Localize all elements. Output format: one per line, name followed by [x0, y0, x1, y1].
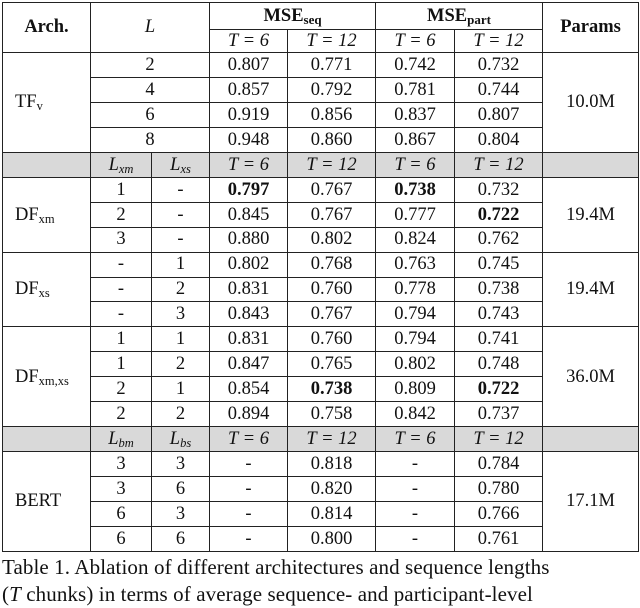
- table-row: [3, 177, 639, 202]
- cell-part-t6: 0.742: [376, 53, 455, 78]
- cell-b: 3: [152, 302, 210, 327]
- cell-part-t6: 0.738: [376, 177, 455, 202]
- cell-part-t6: 0.778: [376, 277, 455, 302]
- cell-seq-t12: 0.767: [288, 177, 376, 202]
- params-bert: 17.1M: [543, 452, 639, 552]
- cell-seq-t6: -: [210, 501, 288, 526]
- sep-seq-t6: T = 6: [210, 152, 288, 177]
- cell-seq-t6: 0.847: [210, 352, 288, 377]
- cell-seq-t12: 0.820: [288, 476, 376, 501]
- cell-seq-t6: -: [210, 526, 288, 551]
- cell-seq-t12: 0.800: [288, 526, 376, 551]
- cell-b: 6: [152, 476, 210, 501]
- cell-seq-t12: 0.856: [288, 103, 376, 128]
- cell-a: -: [91, 277, 152, 302]
- cell-part-t6: 0.794: [376, 327, 455, 352]
- sep-part-t12: T = 12: [455, 152, 543, 177]
- cell-b: 1: [152, 327, 210, 352]
- caption-line-2: (T chunks) in terms of average sequence- and participant-level: [2, 582, 533, 606]
- cell-part-t12: 0.737: [455, 402, 543, 427]
- cell-seq-t6: 0.894: [210, 402, 288, 427]
- table-row: [3, 452, 639, 477]
- cell-part-t12: 0.741: [455, 327, 543, 352]
- params-tfv: 10.0M: [543, 53, 639, 153]
- separator-blank: [3, 427, 91, 452]
- cell-part-t12: 0.732: [455, 177, 543, 202]
- cell-part-t12: 0.766: [455, 501, 543, 526]
- cell-b: 2: [152, 277, 210, 302]
- cell-b: 6: [152, 526, 210, 551]
- label-lxm: $L_{xm}$: [91, 152, 152, 177]
- cell-a: 3: [91, 227, 152, 252]
- cell-part-t12: 0.762: [455, 227, 543, 252]
- cell-part-t6: -: [376, 526, 455, 551]
- separator-row: [3, 152, 639, 177]
- label-lbs: $L_{bs}$: [152, 427, 210, 452]
- table-caption: [2, 554, 640, 608]
- cell-part-t6: -: [376, 476, 455, 501]
- cell-seq-t6: 0.845: [210, 202, 288, 227]
- table-row: [3, 327, 639, 352]
- cell-part-t6: 0.802: [376, 352, 455, 377]
- cell-seq-t12: 0.792: [288, 78, 376, 103]
- ablation-table: [2, 2, 639, 552]
- separator-blank: [543, 152, 639, 177]
- params-dfxmxs: 36.0M: [543, 327, 639, 427]
- cell-part-t12: 0.744: [455, 78, 543, 103]
- cell-a: 6: [91, 501, 152, 526]
- cell-seq-t12: 0.818: [288, 452, 376, 477]
- separator-blank: [543, 427, 639, 452]
- cell-seq-t12: 0.771: [288, 53, 376, 78]
- cell-seq-t12: 0.765: [288, 352, 376, 377]
- header-arch: Arch.: [3, 3, 91, 53]
- cell-part-t12: 0.745: [455, 252, 543, 277]
- cell-l: 6: [91, 103, 210, 128]
- cell-b: -: [152, 202, 210, 227]
- cell-part-t12: 0.748: [455, 352, 543, 377]
- header-mse-seq: $MSE_{seq}$: [210, 3, 376, 30]
- cell-part-t6: 0.809: [376, 377, 455, 402]
- cell-part-t12: 0.732: [455, 53, 543, 78]
- header-params: Params: [543, 3, 639, 53]
- cell-a: 6: [91, 526, 152, 551]
- cell-seq-t12: 0.814: [288, 501, 376, 526]
- cell-a: 3: [91, 476, 152, 501]
- cell-b: -: [152, 177, 210, 202]
- cell-seq-t6: 0.797: [210, 177, 288, 202]
- sep-seq-t12: T = 12: [288, 427, 376, 452]
- cell-a: 1: [91, 327, 152, 352]
- cell-part-t12: 0.804: [455, 128, 543, 153]
- cell-l: 2: [91, 53, 210, 78]
- arch-tfv: $TF_v$: [3, 53, 91, 153]
- cell-part-t6: 0.794: [376, 302, 455, 327]
- cell-seq-t12: 0.767: [288, 202, 376, 227]
- header-seq-t12: T = 12: [288, 30, 376, 53]
- header-part-t6: T = 6: [376, 30, 455, 53]
- cell-seq-t6: -: [210, 476, 288, 501]
- sep-seq-t12: T = 12: [288, 152, 376, 177]
- cell-b: 2: [152, 402, 210, 427]
- cell-b: 1: [152, 252, 210, 277]
- separator-row: [3, 427, 639, 452]
- params-dfxs: 19.4M: [543, 252, 639, 327]
- cell-seq-t6: 0.919: [210, 103, 288, 128]
- cell-a: 1: [91, 352, 152, 377]
- cell-part-t6: -: [376, 501, 455, 526]
- arch-dfxmxs: $DF_{xm,xs}$: [3, 327, 91, 427]
- params-dfxm: 19.4M: [543, 177, 639, 252]
- cell-part-t12: 0.761: [455, 526, 543, 551]
- cell-seq-t6: 0.948: [210, 128, 288, 153]
- sep-part-t6: T = 6: [376, 427, 455, 452]
- header-seq-t6: T = 6: [210, 30, 288, 53]
- cell-seq-t12: 0.802: [288, 227, 376, 252]
- cell-b: -: [152, 227, 210, 252]
- cell-part-t12: 0.722: [455, 202, 543, 227]
- cell-a: 2: [91, 402, 152, 427]
- cell-a: 2: [91, 377, 152, 402]
- sep-part-t12: T = 12: [455, 427, 543, 452]
- arch-dfxs: $DF_{xs}$: [3, 252, 91, 327]
- separator-blank: [3, 152, 91, 177]
- cell-seq-t6: 0.802: [210, 252, 288, 277]
- cell-part-t6: -: [376, 452, 455, 477]
- cell-seq-t6: 0.843: [210, 302, 288, 327]
- cell-a: -: [91, 302, 152, 327]
- header-part-t12: T = 12: [455, 30, 543, 53]
- cell-part-t6: 0.824: [376, 227, 455, 252]
- table-row: [3, 252, 639, 277]
- cell-seq-t12: 0.860: [288, 128, 376, 153]
- cell-part-t6: 0.763: [376, 252, 455, 277]
- cell-seq-t6: 0.831: [210, 327, 288, 352]
- cell-part-t12: 0.784: [455, 452, 543, 477]
- table-row: [3, 53, 639, 78]
- cell-a: 1: [91, 177, 152, 202]
- label-lxs: $L_{xs}$: [152, 152, 210, 177]
- cell-part-t12: 0.780: [455, 476, 543, 501]
- cell-part-t6: 0.781: [376, 78, 455, 103]
- cell-seq-t12: 0.760: [288, 327, 376, 352]
- cell-seq-t12: 0.738: [288, 377, 376, 402]
- cell-part-t6: 0.777: [376, 202, 455, 227]
- label-lbm: $L_{bm}$: [91, 427, 152, 452]
- cell-b: 3: [152, 452, 210, 477]
- cell-seq-t12: 0.767: [288, 302, 376, 327]
- cell-part-t6: 0.867: [376, 128, 455, 153]
- cell-part-t12: 0.807: [455, 103, 543, 128]
- cell-seq-t6: 0.807: [210, 53, 288, 78]
- cell-a: 2: [91, 202, 152, 227]
- cell-b: 1: [152, 377, 210, 402]
- header-mse-part: $MSE_{part}$: [376, 3, 543, 30]
- cell-part-t12: 0.738: [455, 277, 543, 302]
- cell-l: 8: [91, 128, 210, 153]
- cell-seq-t12: 0.760: [288, 277, 376, 302]
- caption-line-1: Table 1. Ablation of different architectures and sequence lengths: [2, 555, 550, 579]
- cell-b: 2: [152, 352, 210, 377]
- cell-part-t6: 0.842: [376, 402, 455, 427]
- cell-seq-t6: 0.831: [210, 277, 288, 302]
- cell-seq-t6: 0.880: [210, 227, 288, 252]
- arch-bert: BERT: [3, 452, 91, 552]
- header-L: L: [91, 3, 210, 53]
- cell-l: 4: [91, 78, 210, 103]
- cell-part-t6: 0.837: [376, 103, 455, 128]
- cell-seq-t6: 0.854: [210, 377, 288, 402]
- cell-part-t12: 0.722: [455, 377, 543, 402]
- cell-a: -: [91, 252, 152, 277]
- cell-part-t12: 0.743: [455, 302, 543, 327]
- cell-seq-t12: 0.758: [288, 402, 376, 427]
- arch-dfxm: $DF_{xm}$: [3, 177, 91, 252]
- sep-seq-t6: T = 6: [210, 427, 288, 452]
- cell-a: 3: [91, 452, 152, 477]
- cell-seq-t12: 0.768: [288, 252, 376, 277]
- cell-b: 3: [152, 501, 210, 526]
- cell-seq-t6: -: [210, 452, 288, 477]
- sep-part-t6: T = 6: [376, 152, 455, 177]
- cell-seq-t6: 0.857: [210, 78, 288, 103]
